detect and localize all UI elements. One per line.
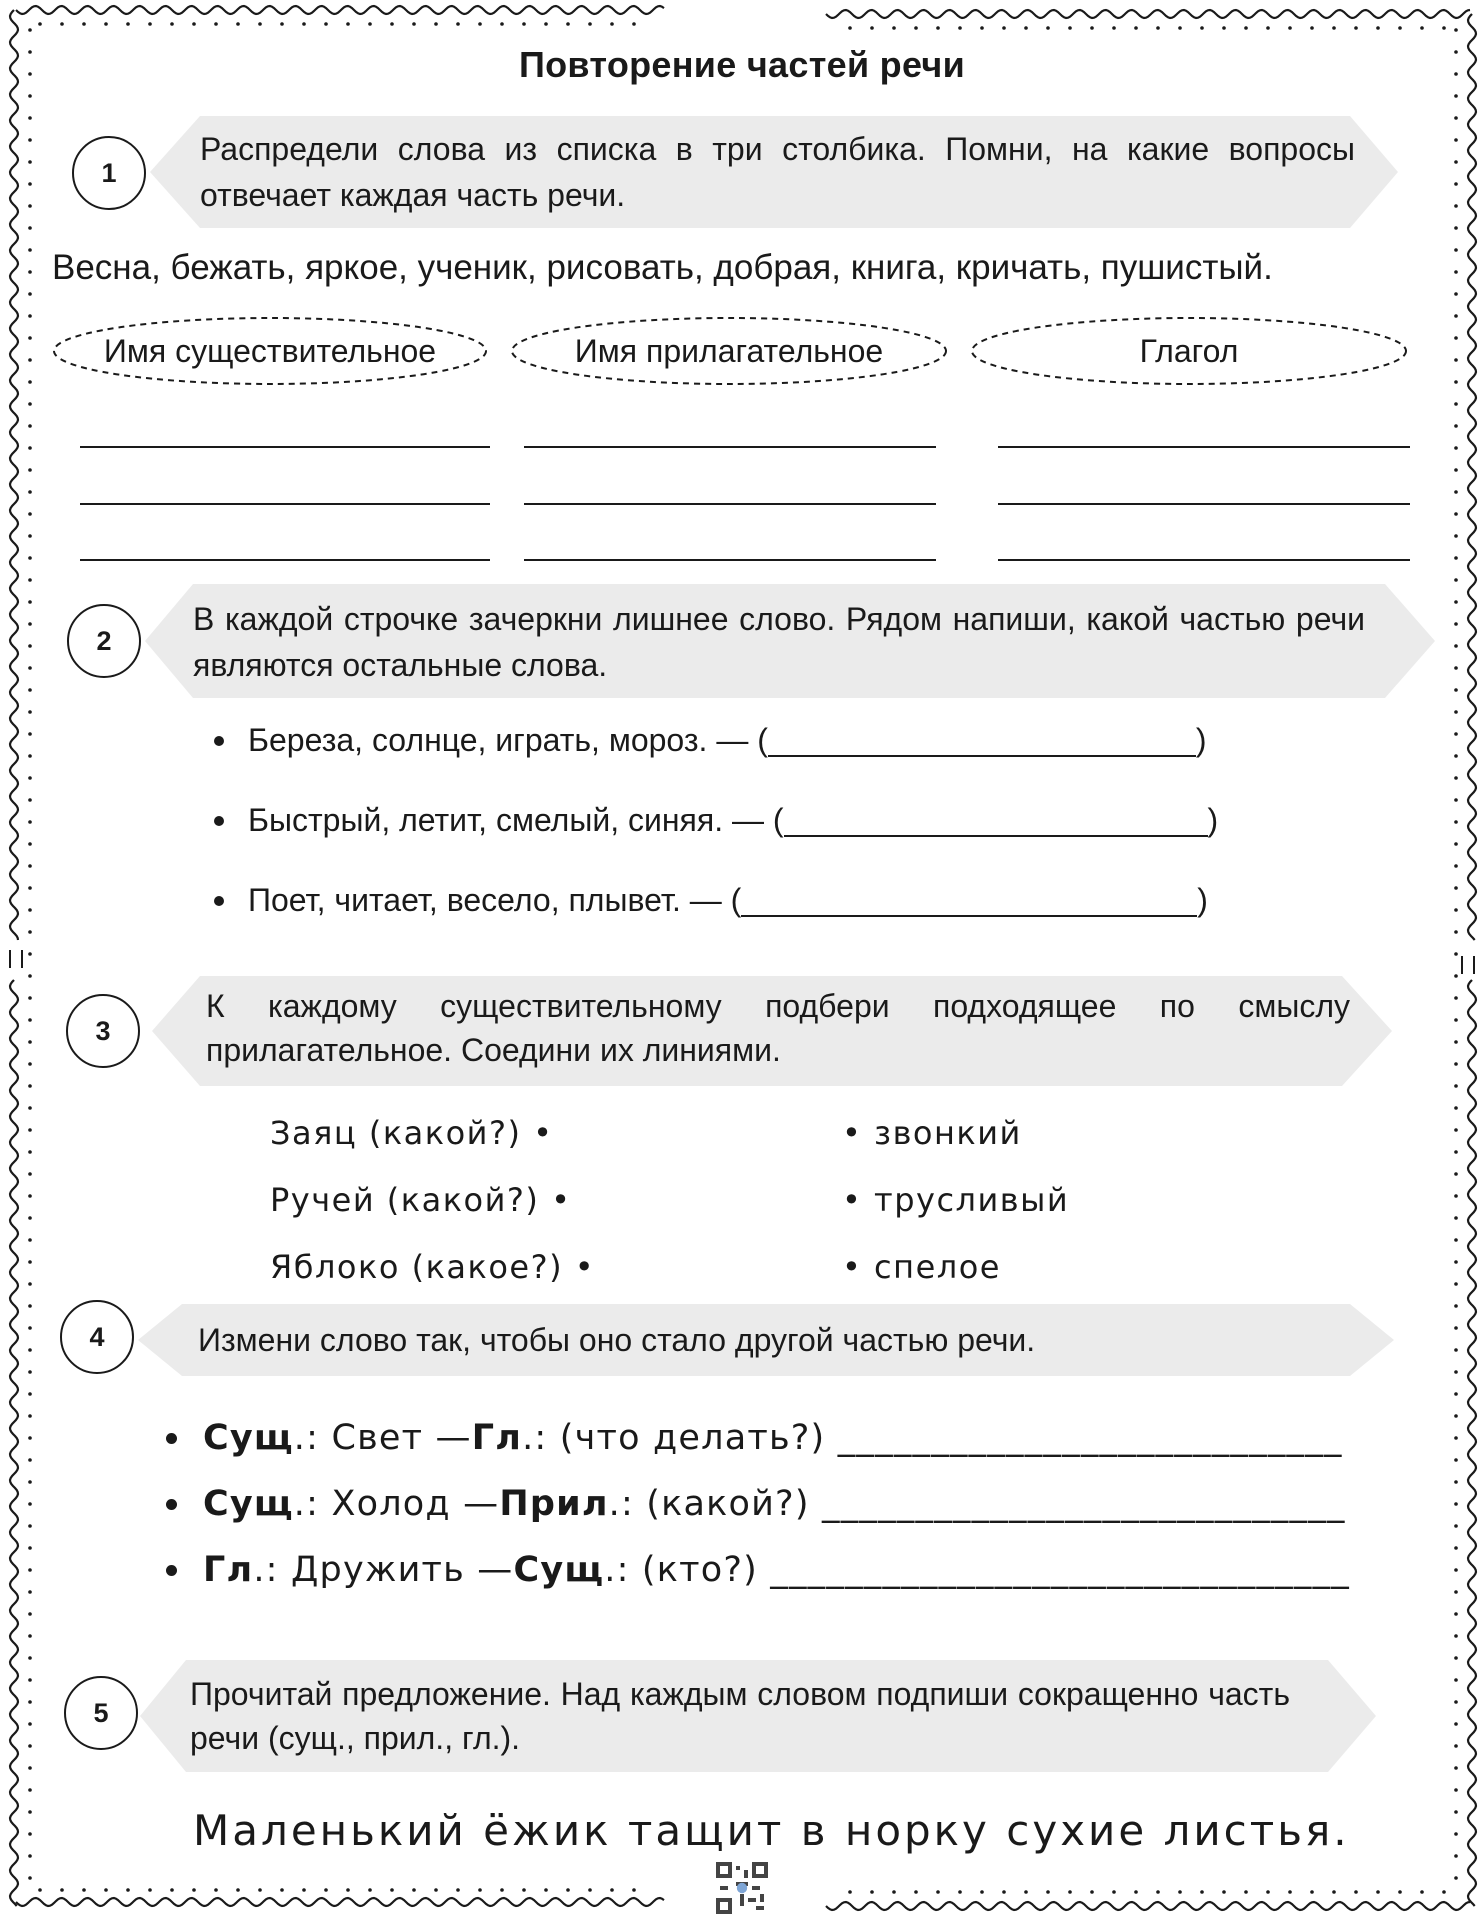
bullet-icon xyxy=(166,1433,177,1444)
answer-blank[interactable] xyxy=(768,725,1196,757)
qr-code-icon xyxy=(716,1862,768,1914)
answer-line[interactable] xyxy=(80,446,490,448)
task-2-row: Береза, солнце, играть, мороз. — ( ) xyxy=(214,722,1207,759)
page-title: Повторение частей речи xyxy=(518,44,966,85)
adjective-item[interactable]: • спелое xyxy=(842,1248,1001,1286)
task-number-3: 3 xyxy=(66,994,140,1068)
task-number-4: 4 xyxy=(60,1300,134,1374)
answer-line[interactable] xyxy=(998,559,1410,561)
adjective-item[interactable]: • звонкий xyxy=(842,1114,1022,1152)
answer-line[interactable] xyxy=(998,446,1410,448)
column-header-verb: Глагол xyxy=(970,316,1408,386)
task-1-banner xyxy=(150,116,1398,228)
answer-line[interactable] xyxy=(524,559,936,561)
adjective-item[interactable]: • трусливый xyxy=(842,1181,1070,1219)
answer-blank[interactable]: .: (что делать?) ___________________________ xyxy=(522,1418,1343,1458)
task-2-row: Поет, читает, весело, плывет. — ( ) xyxy=(214,882,1208,919)
answer-line[interactable] xyxy=(524,446,936,448)
task-2-instruction: В каждой строчке зачеркни лишнее слово. Рядом напиши, какой частью речи являются остальные слова. xyxy=(193,601,1365,683)
task-4-row: Сущ .: Свет — Гл .: (что делать?) ___________________________ xyxy=(166,1418,1343,1458)
column-header-adjective: Имя прилагательное xyxy=(510,316,948,386)
answer-line[interactable] xyxy=(524,503,936,505)
task-4-row: Гл .: Дружить — Сущ .: (кто?) _______________________________ xyxy=(166,1550,1350,1590)
noun-item[interactable]: Яблоко (какое?) • xyxy=(270,1248,596,1286)
task-number-5: 5 xyxy=(64,1676,138,1750)
task-2-banner xyxy=(145,584,1435,698)
task-1-instruction: Распредели слова из списка в три столбика. Помни, на какие вопросы отвечает каждая часть речи. xyxy=(200,131,1355,213)
column-header-noun: Имя существительное xyxy=(52,316,488,386)
answer-line[interactable] xyxy=(998,503,1410,505)
task-4-banner xyxy=(138,1304,1394,1376)
task-4-instruction: Измени слово так, чтобы оно стало другой частью речи. xyxy=(198,1322,1036,1358)
bullet-icon xyxy=(214,896,224,906)
answer-blank[interactable] xyxy=(741,885,1197,917)
task-1-word-list: Весна, бежать, яркое, ученик, рисовать, добрая, книга, кричать, пушистый. xyxy=(52,248,1273,287)
answer-line[interactable] xyxy=(80,503,490,505)
task-3-banner xyxy=(152,976,1392,1086)
answer-blank[interactable]: .: (какой?) ____________________________ xyxy=(608,1484,1346,1524)
answer-line[interactable] xyxy=(80,559,490,561)
task-number-2: 2 xyxy=(67,604,141,678)
task-number-1: 1 xyxy=(72,136,146,210)
noun-item[interactable]: Заяц (какой?) • xyxy=(270,1114,554,1152)
noun-item[interactable]: Ручей (какой?) • xyxy=(270,1181,572,1219)
task-3-instruction: К каждому существительному подбери подходящее по смыслу прилагательное. Соедини их линиями. xyxy=(206,988,1350,1068)
answer-blank[interactable]: .: (кто?) _______________________________ xyxy=(604,1550,1350,1590)
answer-blank[interactable] xyxy=(784,805,1208,837)
task-5-banner xyxy=(140,1660,1376,1772)
bullet-icon xyxy=(166,1565,177,1576)
bullet-icon xyxy=(214,816,224,826)
task-5-sentence: Маленький ёжик тащит в норку сухие листья. xyxy=(193,1806,1350,1855)
bullet-icon xyxy=(166,1499,177,1510)
task-4-row: Сущ .: Холод — Прил .: (какой?) ____________________________ xyxy=(166,1484,1346,1524)
task-5-instruction: Прочитай предложение. Над каждым словом подпиши сокращенно часть речи (сущ., прил., гл.). xyxy=(190,1676,1290,1756)
bullet-icon xyxy=(214,736,224,746)
task-2-row: Быстрый, летит, смелый, синяя. — ( ) xyxy=(214,802,1218,839)
